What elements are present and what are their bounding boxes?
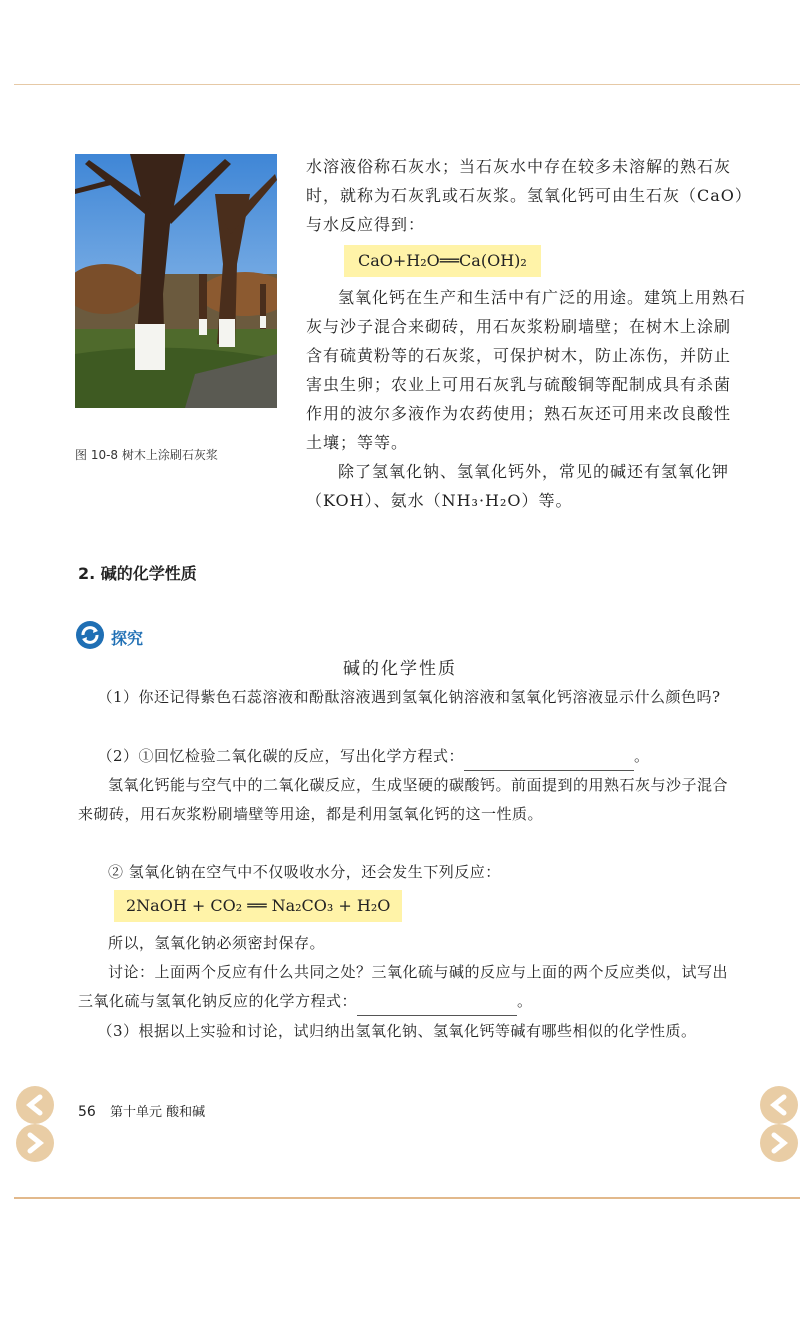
top-rule [14, 84, 800, 85]
chevron-down-icon [14, 1122, 56, 1164]
unit-label: 第十单元 酸和碱 [109, 1105, 206, 1120]
punctuation: 。 [517, 992, 533, 1010]
explore-header [75, 620, 143, 654]
question-1 [78, 683, 743, 712]
prev-page-button-right[interactable] [758, 1084, 800, 1126]
chevron-up-icon [758, 1084, 800, 1126]
tree-photo [75, 154, 277, 408]
paragraph: 氢氧化钙在生产和生活中有广泛的用途。建筑上用熟石灰与沙子混合来砌砖，用石灰浆粉刷墙壁；在树木上涂刷含有硫黄粉等的石灰浆，可保护树木，防止冻伤，并防止害虫生卵；农业上可用石灰乳与硫酸铜等配制成具有杀菌作用的波尔多液作为农药使用；熟石灰还可用来改良酸性土壤；等等。 [306, 288, 747, 452]
paragraph: 讨论：上面两个反应有什么共同之处？三氧化硫与碱的反应与上面的两个反应类似，试写出三氧化硫与氢氧化钠反应的化学方程式： [78, 963, 729, 1010]
formula-highlight: CaO+H₂O══Ca(OH)₂ [344, 245, 541, 277]
explore-label: 探究 [111, 628, 144, 648]
punctuation: 。 [634, 747, 650, 765]
paragraph: 氢氧化钙能与空气中的二氧化碳反应，生成坚硬的碳酸钙。前面提到的用熟石灰与沙子混合来砌砖，用石灰浆粉刷墙壁等用途，都是利用氢氧化钙的这一性质。 [78, 776, 729, 823]
page-number: 56 [78, 1104, 96, 1120]
paragraph: （3）根据以上实验和讨论，试归纳出氢氧化钠、氢氧化钙等碱有哪些相似的化学性质。 [97, 1022, 697, 1040]
paragraph: 所以，氢氧化钠必须密封保存。 [108, 934, 326, 952]
question-2b [78, 858, 743, 887]
bottom-rule [14, 1197, 800, 1199]
answer-blank[interactable] [357, 997, 517, 1016]
formula-highlight-2: 2NaOH + CO₂ ══ Na₂CO₃ + H₂O [114, 890, 402, 922]
next-page-button[interactable] [14, 1122, 56, 1164]
refresh-icon [75, 620, 105, 654]
section-heading: 2. 碱的化学性质 [78, 564, 197, 583]
page-footer [78, 1101, 205, 1120]
paragraph: （1）你还记得紫色石蕊溶液和酚酞溶液遇到氢氧化钠溶液和氢氧化钙溶液显示什么颜色吗? [97, 688, 721, 706]
discussion [78, 958, 743, 1016]
figure-caption: 图 10-8 树木上涂刷石灰浆 [75, 448, 218, 462]
paragraph: （2）①回忆检验二氧化碳的反应，写出化学方程式： [97, 747, 465, 765]
chevron-up-icon [14, 1084, 56, 1126]
explore-title: 碱的化学性质 [343, 659, 457, 679]
question-2-conclusion [78, 929, 743, 958]
question-3 [78, 1017, 743, 1046]
prev-page-button[interactable] [14, 1084, 56, 1126]
paragraph: 除了氢氧化钠、氢氧化钙外，常见的碱还有氢氧化钾（KOH）、氨水（NH₃·H₂O）等。 [306, 462, 730, 510]
next-page-button-right[interactable] [758, 1122, 800, 1164]
question-2a [78, 742, 743, 771]
question-2-text [78, 771, 743, 829]
paragraph: 水溶液俗称石灰水；当石灰水中存在较多未溶解的熟石灰时，就称为石灰乳或石灰浆。氢氧化钙可由生石灰（CaO）与水反应得到： [306, 157, 744, 234]
answer-blank[interactable] [464, 752, 634, 771]
paragraph: ② 氢氧化钠在空气中不仅吸收水分，还会发生下列反应： [108, 863, 501, 881]
chevron-down-icon [758, 1122, 800, 1164]
right-column [306, 152, 746, 515]
